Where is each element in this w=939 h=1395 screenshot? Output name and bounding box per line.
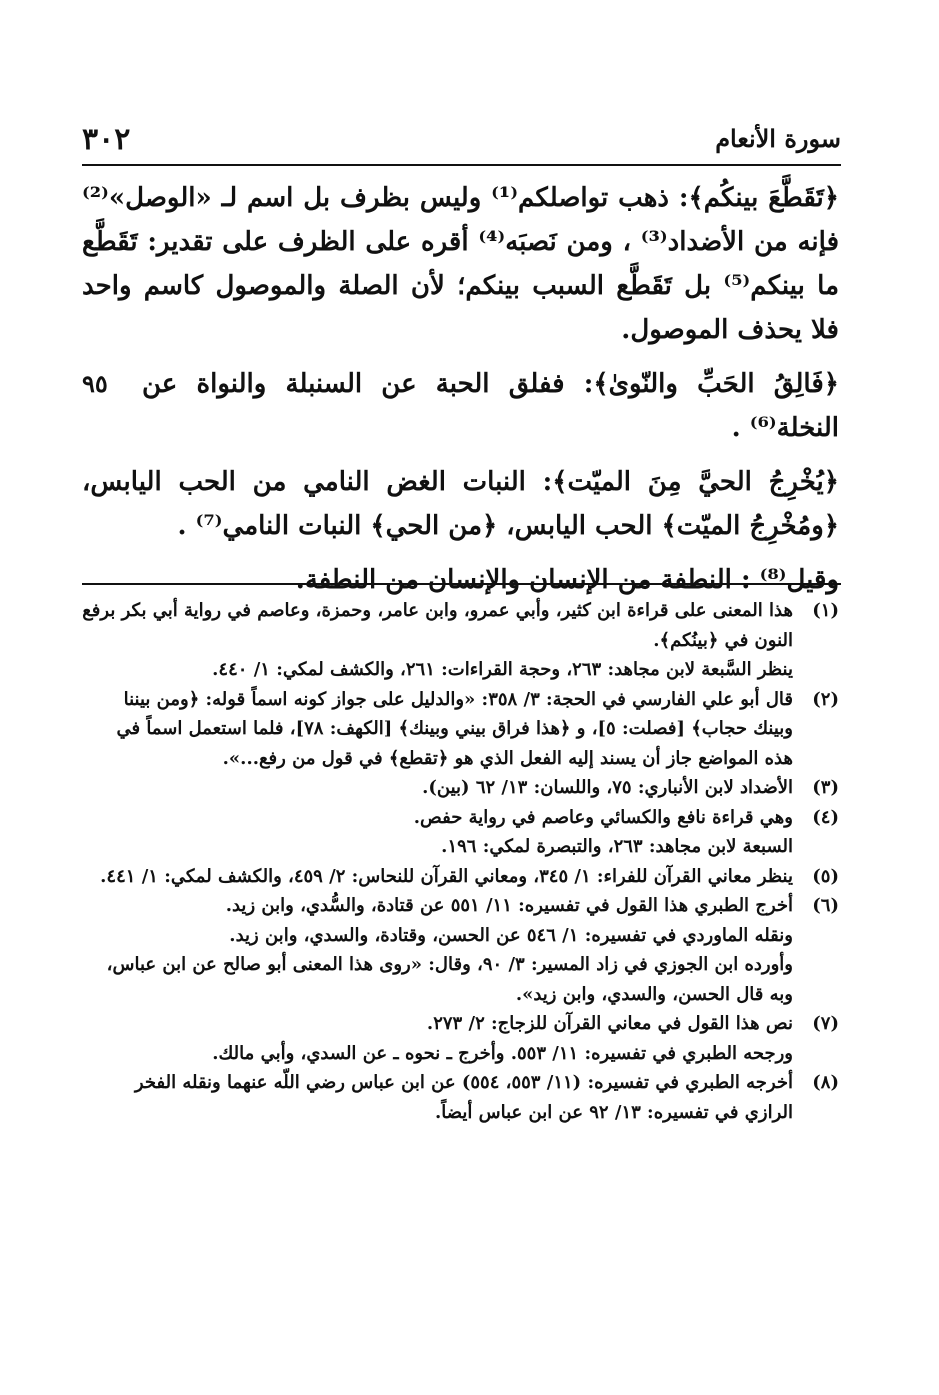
footnote-number: (١)	[812, 600, 839, 621]
verse-number: ٩٥	[82, 369, 108, 398]
footnote-6	[82, 891, 839, 1009]
footnote-5	[82, 862, 839, 892]
footnote-line: نص هذا القول في معاني القرآن للزجاج: ٢/ ٢٧٣.	[426, 1013, 793, 1034]
footnote-line: السبعة لابن مجاهد: ٢٦٣، والتبصرة لمكي: ١٩٦.	[441, 836, 793, 857]
footnote-line: أخرجه الطبري في تفسيره: (١١/ ٥٥٣، ٥٥٤) عن ابن عباس رضي اللّه عنهما ونقله الفخر الرازي في تفسيره: ١٣/ ٩٢ عن ابن عباس أيضاً.	[134, 1072, 793, 1123]
footnote-number: (٣)	[812, 777, 839, 798]
paragraph-tafsir-2: ﴿فَالِقُ الحَبِّ والنّوىٰ﴾: ففلق الحبة عن السنبلة والنواة عن النخلة⁽⁶⁾ .	[142, 369, 839, 443]
footnote-divider	[82, 583, 841, 585]
footnote-number: (٢)	[812, 688, 839, 710]
footnote-1	[82, 596, 839, 685]
page-header	[82, 122, 841, 162]
paragraph-tafsir-4: وقيل⁽⁸⁾ : النطفة من الإنسان والإنسان من النطفة.	[295, 565, 839, 595]
footnote-line: قال أبو علي الفارسي في الحجة: ٣/ ٣٥٨: «والدليل على جواز كونه اسماً قوله: ﴿ومن بيننا وبينك حجاب﴾ [فصلت: ٥]، و ﴿هذا فراق بيني وبينك﴾ [الكهف: ٧٨]، فلما استعمل اسماً في هذه المواضع جاز أن يسند إليه الفعل الذي هو ﴿تقطع﴾ في قول من رفع...».	[116, 688, 793, 769]
footnote-line: هذا المعنى على قراءة ابن كثير، وأبي عمرو، وابن عامر، وحمزة، وعاصم في رواية أبي بكر برفع النون في ﴿بينُكم﴾.	[82, 600, 793, 651]
footnote-line: أخرج الطبري هذا القول في تفسيره: ١١/ ٥٥١ عن قتادة، والسُّدي، وابن زيد.	[225, 895, 793, 916]
footnote-3	[82, 773, 839, 803]
footnote-line: ينظر السَّبعة لابن مجاهد: ٢٦٣، وحجة القراءات: ٢٦١، والكشف لمكي: ١/ ٤٤٠.	[212, 659, 793, 680]
footnote-2	[82, 685, 839, 774]
footnote-number: (٧)	[812, 1013, 839, 1034]
footnote-number: (٦)	[812, 895, 839, 916]
footnote-line: الأضداد لابن الأنباري: ٧٥، واللسان: ١٣/ ٦٢ (بين).	[422, 777, 793, 798]
footnote-line: ونقله الماوردي في تفسيره: ١/ ٥٤٦ عن الحسن، وقتادة، والسدي، وابن زيد.	[229, 924, 793, 946]
paragraph-tafsir-3: ﴿يُخْرِجُ الحيَّ مِنَ الميّت﴾: النبات الغض النامي من الحب اليابس، ﴿ومُخْرِجُ الميّت﴾ الحب اليابس، ﴿من الحي﴾ النبات النامي⁽⁷⁾ .	[82, 467, 839, 541]
page-number: ٣٠٢	[82, 122, 131, 157]
footnote-7	[82, 1009, 839, 1068]
footnotes	[82, 596, 839, 1127]
surah-title: سورة الأنعام	[715, 124, 841, 153]
footnote-4	[82, 803, 839, 862]
footnote-number: (٥)	[812, 865, 839, 887]
footnote-line: وأورده ابن الجوزي في زاد المسير: ٣/ ٩٠، وقال: «روى هذا المعنى أبو صالح عن ابن عباس، وبه قال الحسن، والسدي، وابن زيد».	[106, 954, 793, 1005]
footnote-line: وهي قراءة نافع والكسائي وعاصم في رواية حفص.	[413, 806, 793, 828]
main-text	[82, 176, 839, 602]
verse-row-95	[82, 362, 839, 450]
paragraph-tafsir-1: ﴿تَقَطَّعَ بينكُم﴾: ذهب تواصلكم⁽¹⁾ وليس بظرف بل اسم لـ «الوصل»⁽²⁾ فإنه من الأضداد⁽³⁾ ، ومن نَصبَه⁽⁴⁾ أقره على الظرف على تقدير: تَقَطَّع ما بينكم⁽⁵⁾ بل تَقَطَّع السبب بينكم؛ لأن الصلة والموصول كاسم واحد فلا يحذف الموصول.	[82, 183, 840, 345]
footnote-line: ورجحه الطبري في تفسيره: ١١/ ٥٥٣. وأخرج ـ نحوه ـ عن السدي، وأبي مالك.	[212, 1042, 793, 1064]
footnote-number: (٨)	[812, 1072, 839, 1093]
footnote-line: ينظر معاني القرآن للفراء: ١/ ٣٤٥، ومعاني القرآن للنحاس: ٢/ ٤٥٩، والكشف لمكي: ١/ ٤٤١.	[100, 865, 793, 887]
footnote-8	[82, 1068, 839, 1127]
footnote-number: (٤)	[812, 806, 839, 828]
header-divider	[82, 164, 841, 166]
